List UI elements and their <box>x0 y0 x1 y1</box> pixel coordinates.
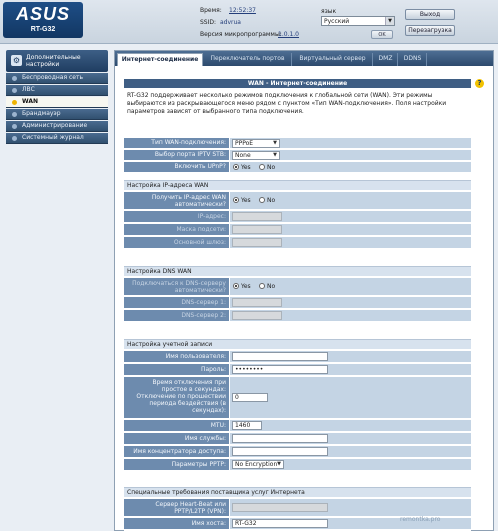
wan-type-cell <box>230 138 471 148</box>
chevron-down-icon: ▼ <box>273 152 277 158</box>
asus-logo <box>3 2 83 38</box>
bullet-icon <box>12 124 17 129</box>
password-cell <box>230 364 471 375</box>
language-label: язык <box>321 8 337 15</box>
upnp-label: Включить UPnP? <box>124 162 229 172</box>
wan-settings-panel <box>124 79 471 531</box>
sidebar-item-label: Беспроводная сеть <box>22 74 84 81</box>
ssid-label: SSID: <box>200 19 217 26</box>
username-cell <box>230 351 471 362</box>
mtu-cell <box>230 420 471 431</box>
sidebar-item-wireless[interactable] <box>6 73 108 84</box>
auto-ip-label: Получить IP-адрес WAN автоматически? <box>124 192 229 209</box>
subnet-mask-row <box>124 223 471 235</box>
auto-ip-no-radio[interactable] <box>259 197 265 203</box>
bullet-icon <box>12 88 17 93</box>
host-name-label: Имя хоста: <box>124 518 229 529</box>
auto-ip-no-label: No <box>267 197 276 204</box>
auto-ip-yes-radio[interactable] <box>233 197 239 203</box>
bullet-icon <box>12 76 17 81</box>
dns-auto-no-radio[interactable] <box>259 283 265 289</box>
sidebar-item-firewall[interactable] <box>6 109 108 120</box>
iptv-port-row <box>124 149 471 160</box>
sidebar-item-lan[interactable] <box>6 85 108 96</box>
upnp-cell <box>230 162 471 172</box>
upnp-yes-label: Yes <box>241 164 251 171</box>
subnet-mask-cell <box>230 224 471 235</box>
dns-auto-yes-radio[interactable] <box>233 283 239 289</box>
bullet-icon <box>12 136 17 141</box>
dns2-row <box>124 309 471 321</box>
sidebar-item-label: WAN <box>22 98 39 105</box>
wan-type-row <box>124 137 471 148</box>
dns-auto-yes-label: Yes <box>241 283 251 290</box>
sidebar-item-label: Администрирование <box>22 122 88 129</box>
dns-section-header: Настройка DNS WAN <box>124 266 471 276</box>
main-content <box>114 50 494 531</box>
subnet-mask-label: Маска подсети: <box>124 224 229 235</box>
wan-type-select-value: PPPoE <box>235 140 254 147</box>
heartbeat-cell <box>230 499 471 516</box>
brand-logo-text: ASUS <box>15 4 70 24</box>
time-label: Время: <box>200 7 222 14</box>
gateway-cell <box>230 237 471 248</box>
chevron-down-icon: ▼ <box>277 461 281 467</box>
username-label: Имя пользователя: <box>124 351 229 362</box>
firmware-label: Версия микропрограммы: <box>200 31 282 38</box>
pptp-options-select[interactable] <box>232 460 284 469</box>
panel-title: WAN - Интернет-соединение <box>124 79 471 88</box>
bullet-icon <box>12 100 17 105</box>
chevron-down-icon: ▼ <box>273 140 277 146</box>
heartbeat-input[interactable] <box>232 503 328 512</box>
time-value[interactable]: 12:52:37 <box>229 7 256 14</box>
ip-address-input[interactable] <box>232 212 282 221</box>
upnp-row <box>124 161 471 172</box>
service-name-cell <box>230 433 471 444</box>
idle-time-label: Время отключения при простое в секундах: Отключение по прошествии периода бездействия (в секундах): <box>124 377 229 418</box>
idle-time-input[interactable]: 0 <box>232 393 268 402</box>
tab-port-switch[interactable]: Переключатель портов <box>204 53 292 66</box>
ssid-value: advrua <box>220 19 241 26</box>
tab-dmz[interactable]: DMZ <box>374 53 398 66</box>
panel-description: RT-G32 поддерживает несколько режимов подключения к глобальной сети (WAN). Эти режимы выбираются из раскрывающегося меню рядом с пунктом «Тип WAN-подключения». Поля настройки параметров зависят от выбранного типа подключения. <box>127 92 447 115</box>
iptv-port-label: Выбор порта IPTV STB: <box>124 150 229 160</box>
wan-type-select[interactable] <box>232 139 280 148</box>
language-select[interactable] <box>321 16 395 26</box>
pptp-options-cell <box>230 459 471 470</box>
password-label: Пароль: <box>124 364 229 375</box>
iptv-port-cell <box>230 150 471 160</box>
sidebar-header[interactable] <box>6 50 108 72</box>
tab-internet-connection[interactable]: Интернет-соединение <box>117 53 203 66</box>
iptv-port-select-value: None <box>235 152 251 159</box>
host-name-input[interactable]: RT-G32 <box>232 519 328 528</box>
sidebar-item-label: Системный журнал <box>22 134 84 141</box>
auto-ip-cell <box>230 192 471 209</box>
watermark: remontka.pro <box>400 516 441 523</box>
dns2-cell <box>230 310 471 321</box>
mtu-row <box>124 419 471 431</box>
service-name-row <box>124 432 471 444</box>
upnp-no-radio[interactable] <box>259 164 265 170</box>
firmware-version-link[interactable]: 1.0.1.0 <box>278 31 299 38</box>
mtu-label: MTU: <box>124 420 229 431</box>
mtu-input[interactable]: 1460 <box>232 421 262 430</box>
dns2-input[interactable] <box>232 311 282 320</box>
pptp-options-row <box>124 458 471 470</box>
tab-ddns[interactable]: DDNS <box>399 53 427 66</box>
username-input[interactable] <box>232 352 328 361</box>
sidebar-item-label: ЛВС <box>22 86 35 93</box>
auto-ip-yes-label: Yes <box>241 197 251 204</box>
reboot-button[interactable]: Перезагрузка <box>405 25 455 36</box>
model-name: RT-G32 <box>30 26 56 33</box>
service-name-input[interactable] <box>232 434 328 443</box>
dns-auto-no-label: No <box>267 283 276 290</box>
ip-address-cell <box>230 211 471 222</box>
concentrator-label: Имя концентратора доступа: <box>124 446 229 457</box>
heartbeat-label: Сервер Heart-Beat или PPTP/L2TP (VPN): <box>124 499 229 516</box>
dns-auto-row <box>124 277 471 295</box>
language-ok-button[interactable]: OK <box>371 30 393 39</box>
idle-time-cell <box>230 377 471 418</box>
concentrator-row <box>124 445 471 457</box>
help-icon[interactable]: ? <box>475 79 484 88</box>
dns1-cell <box>230 297 471 308</box>
service-name-label: Имя службы: <box>124 433 229 444</box>
ip-section-header: Настройка IP-адреса WAN <box>124 180 471 190</box>
gateway-input[interactable] <box>232 238 282 247</box>
upnp-yes-radio[interactable] <box>233 164 239 170</box>
top-header <box>0 0 498 44</box>
ip-address-row <box>124 210 471 222</box>
heartbeat-row <box>124 498 471 516</box>
sidebar-item-administration[interactable] <box>6 121 108 132</box>
language-select-value: Русский <box>324 18 350 25</box>
sidebar-header-label: Дополнительные настройки <box>26 54 81 68</box>
password-input[interactable]: •••••••• <box>232 365 328 374</box>
subnet-mask-input[interactable] <box>232 225 282 234</box>
bullet-icon <box>12 112 17 117</box>
iptv-port-select[interactable] <box>232 151 280 160</box>
sidebar <box>6 50 108 530</box>
concentrator-cell <box>230 446 471 457</box>
pptp-options-select-value: No Encryption <box>235 461 278 468</box>
sidebar-item-label: Брандмауэр <box>22 110 61 117</box>
sidebar-item-wan[interactable] <box>6 97 108 108</box>
username-row <box>124 350 471 362</box>
account-section-header: Настройка учетной записи <box>124 339 471 349</box>
dns-auto-cell <box>230 278 471 295</box>
chevron-down-icon: ▼ <box>385 17 394 25</box>
pptp-options-label: Параметры PPTP: <box>124 459 229 470</box>
tab-bar <box>115 51 493 66</box>
isp-section-header: Специальные требования поставщика услуг Интернета <box>124 487 471 497</box>
dns1-row <box>124 296 471 308</box>
settings-icon: ⚙ <box>12 56 21 65</box>
upnp-no-label: No <box>267 164 276 171</box>
password-row <box>124 363 471 375</box>
gateway-row <box>124 236 471 248</box>
dns2-label: DNS-сервер 2: <box>124 310 229 321</box>
sidebar-item-system-log[interactable] <box>6 133 108 144</box>
ip-address-label: IP-адрес: <box>124 211 229 222</box>
wan-type-label: Тип WAN-подключения: <box>124 138 229 148</box>
dns1-label: DNS-сервер 1: <box>124 297 229 308</box>
logout-button[interactable]: Выход <box>405 9 455 20</box>
idle-time-row <box>124 376 471 418</box>
dns1-input[interactable] <box>232 298 282 307</box>
tab-virtual-server[interactable]: Виртуальный сервер <box>293 53 373 66</box>
concentrator-input[interactable] <box>232 447 328 456</box>
auto-ip-row <box>124 191 471 209</box>
dns-auto-label: Подключаться к DNS-серверу автоматически? <box>124 278 229 295</box>
gateway-label: Основной шлюз: <box>124 237 229 248</box>
